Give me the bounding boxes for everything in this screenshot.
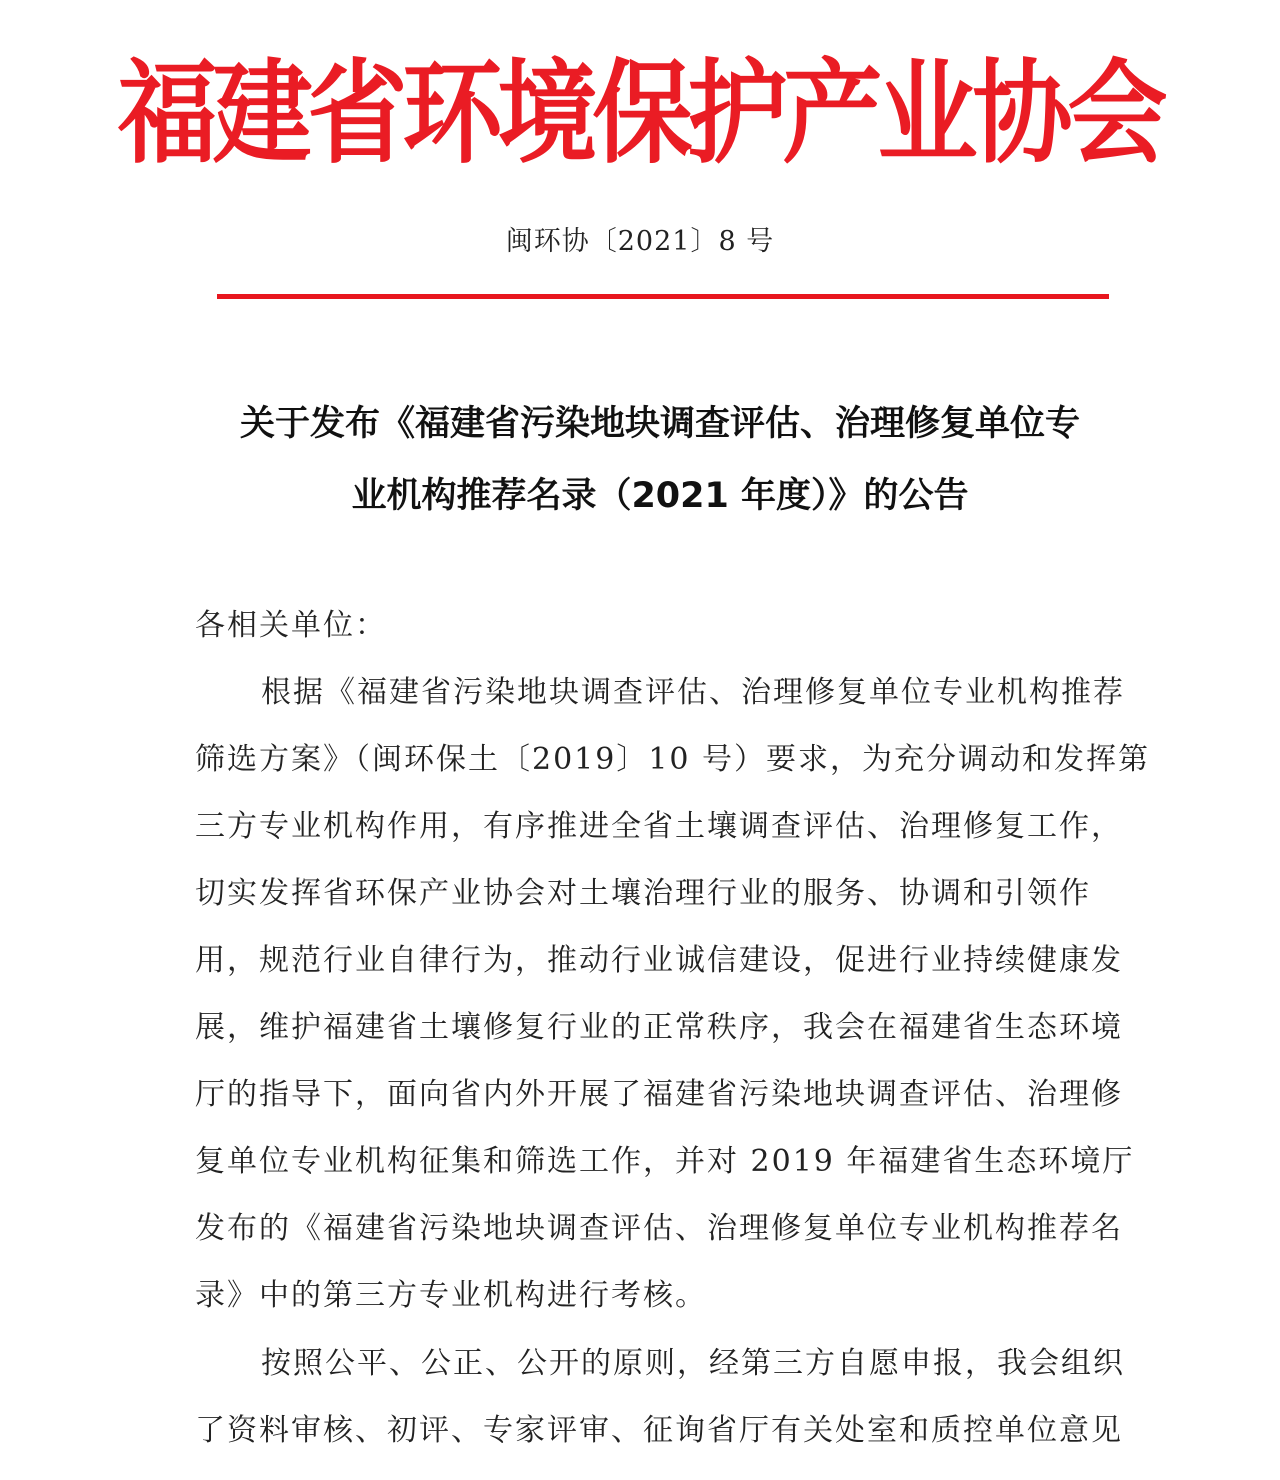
paragraph-line: 按照公平、公正、公开的原则，经第三方自愿申报，我会组织 [261, 1346, 1125, 1381]
paragraph-line: 展，维护福建省土壤修复行业的正常秩序，我会在福建省生态环境 [195, 1010, 1123, 1045]
paragraph-line: 根据《福建省污染地块调查评估、治理修复单位专业机构推荐 [261, 675, 1125, 710]
organization-header: 福建省环境保护产业协会 [117, 46, 1163, 179]
salutation-block [195, 592, 1135, 659]
document-number: 闽环协〔2021〕8 号 [505, 226, 775, 257]
salutation: 各相关单位： [195, 608, 387, 643]
title-line-2: 业机构推荐名录（2021 年度）》的公告 [351, 476, 969, 516]
paragraph-line: 复单位专业机构征集和筛选工作，并对 2019 年福建省生态环境厅 [195, 1144, 1135, 1179]
paragraph-2 [195, 1330, 1135, 1464]
paragraph-line: 录》中的第三方专业机构进行考核。 [195, 1278, 707, 1313]
red-divider-line [217, 294, 1109, 299]
paragraph-line: 发布的《福建省污染地块调查评估、治理修复单位专业机构推荐名 [195, 1211, 1123, 1246]
document-title [190, 388, 1130, 532]
title-line-1: 关于发布《福建省污染地块调查评估、治理修复单位专 [239, 404, 1080, 444]
paragraph-line: 厅的指导下，面向省内外开展了福建省污染地块调查评估、治理修 [195, 1077, 1123, 1112]
paragraph-line: 三方专业机构作用，有序推进全省土壤调查评估、治理修复工作， [195, 809, 1123, 844]
paragraph-1 [195, 659, 1151, 1329]
paragraph-line: 筛选方案》（闽环保土〔2019〕10 号）要求，为充分调动和发挥第 [195, 742, 1151, 777]
paragraph-line: 切实发挥省环保产业协会对土壤治理行业的服务、协调和引领作 [195, 876, 1091, 911]
paragraph-line: 用，规范行业自律行为，推动行业诚信建设，促进行业持续健康发 [195, 943, 1123, 978]
paragraph-line: 了资料审核、初评、专家评审、征询省厅有关处室和质控单位意见 [195, 1413, 1123, 1448]
